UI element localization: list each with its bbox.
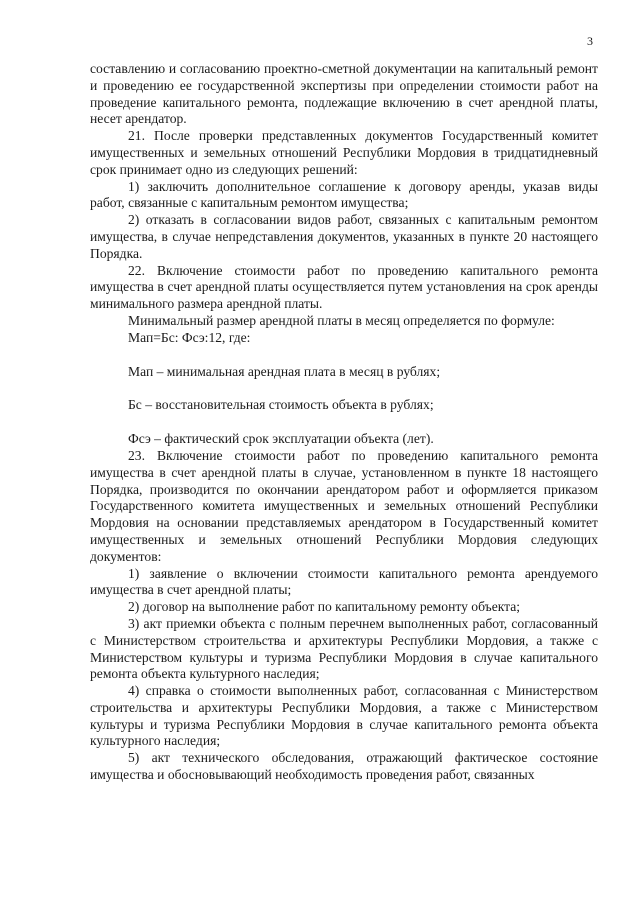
paragraph-21-option-2: 2) отказать в согласовании видов работ, связанных с капитальным ремонтом имущества, в случае непредставления документов, указанных в пункте 20 настоящего Порядка.	[90, 212, 598, 261]
formula-legend-map: Мап – минимальная арендная плата в месяц в рублях;	[128, 363, 441, 379]
paragraph-23-doc-1: 1) заявление о включении стоимости капитального ремонта арендуемого имущества в счет арендной платы;	[90, 565, 598, 598]
page-number: 3	[587, 34, 593, 48]
formula-legend-fse: Фсэ – фактический срок эксплуатации объекта (лет).	[128, 431, 434, 447]
paragraph-21-option-1: 1) заключить дополнительное соглашение к договору аренды, указав виды работ, связанные с капитальным ремонтом имущества;	[90, 178, 598, 211]
document-body	[90, 61, 598, 784]
paragraph-formula-intro: Минимальный размер арендной платы в месяц определяется по формуле:	[128, 312, 555, 328]
paragraph-23-doc-5: 5) акт технического обследования, отражающий фактическое состояние имущества и обосновывающий необходимость проведения работ, связанных	[90, 750, 598, 783]
paragraph-23-doc-2: 2) договор на выполнение работ по капитальному ремонту объекта;	[128, 599, 521, 615]
paragraph-item-22: 22. Включение стоимости работ по проведению капитального ремонта имущества в счет арендной платы осуществляется путем установления на срок аренды минимального размера арендной платы.	[90, 262, 598, 312]
paragraph-23-doc-4: 4) справка о стоимости выполненных работ, согласованная с Министерством строительства и архитектуры Республики Мордовия, а также с Министерством культуры и туризма Республики Мордовия в случае капитального ремонта объекта культурного наследия;	[90, 683, 598, 749]
paragraph-item-21: 21. После проверки представленных документов Государственный комитет имущественных и земельных отношений Республики Мордовия в тридцатидневный срок принимает одно из следующих решений:	[90, 128, 598, 177]
paragraph-continuation: составлению и согласованию проектно-сметной документации на капитальный ремонт и проведению ее государственной экспертизы при определении стоимости работ на проведение капитального ремонта, подлежащие включению в счет арендной платы, несет арендатор.	[90, 61, 598, 127]
paragraph-23-doc-3: 3) акт приемки объекта с полным перечнем выполненных работ, согласованный с Министерством строительства и архитектуры Республики Мордовия, а также с Министерством культуры и туризма Республики Мордовия в случае капитального ремонта объекта культурного наследия;	[90, 615, 598, 682]
formula-legend-bs: Бс – восстановительная стоимость объекта в рублях;	[128, 397, 434, 413]
formula: Мап=Бс: Фсэ:12, где:	[128, 329, 251, 345]
paragraph-item-23: 23. Включение стоимости работ по проведению капитального ремонта имущества в счет арендной платы в случае, установленном в пункте 18 настоящего Порядка, производится по окончании арендатором работ и оформляется приказом Государственного комитета имущественных и земельных отношений Республики Мордовия на основании представляемых арендатором в Государственный комитет имущественных и земельных отношений Республики Мордовия следующих документов:	[90, 447, 598, 564]
